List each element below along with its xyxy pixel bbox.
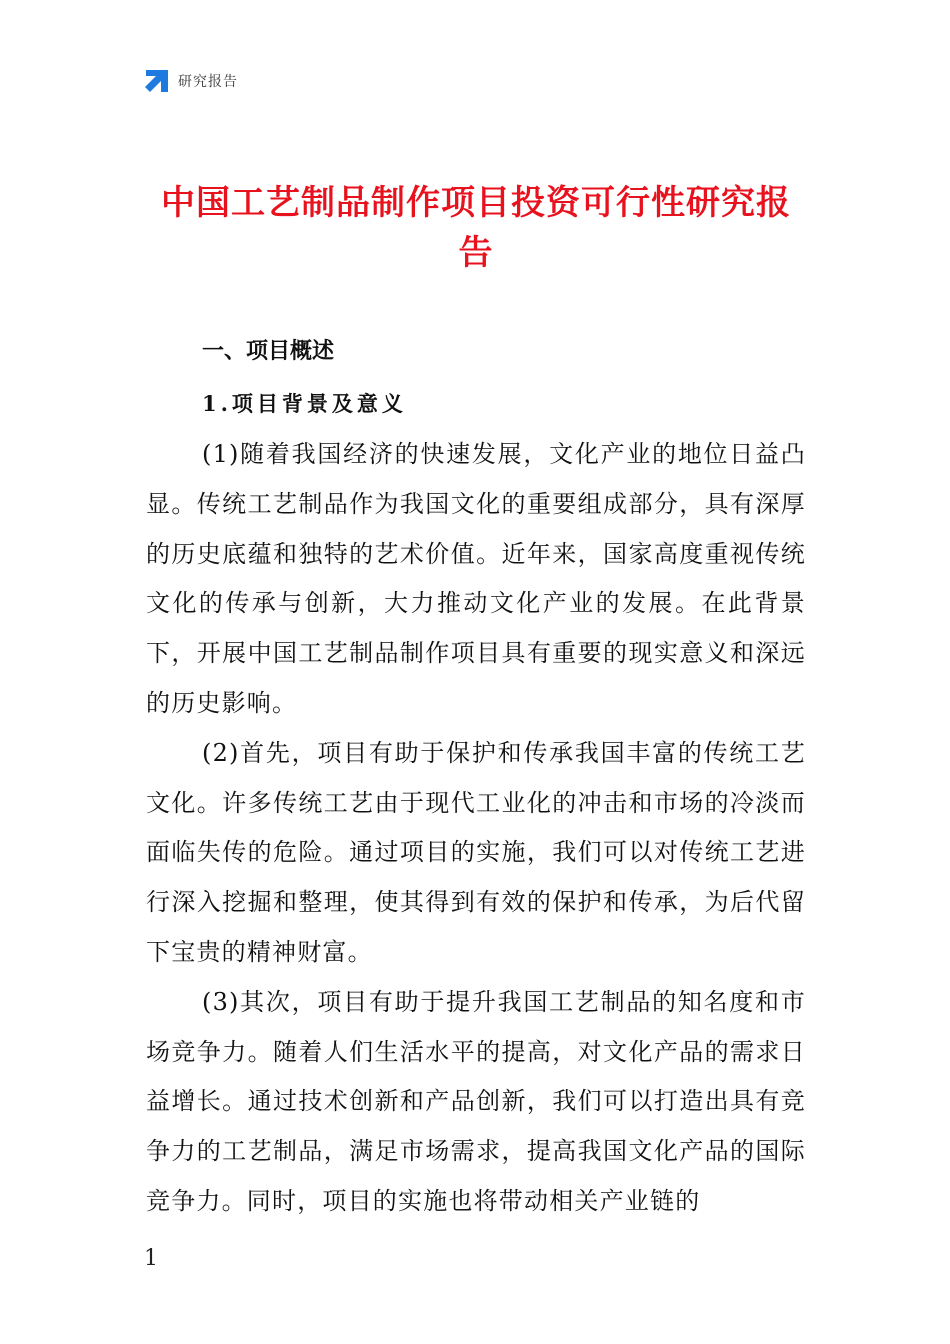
- paragraph-1: (1)随着我国经济的快速发展，文化产业的地位日益凸显。传统工艺制品作为我国文化的重要组成部分，具有深厚的历史底蕴和独特的艺术价值。近年来，国家高度重视传统文化的传承与创新，大力推动文化产业的发展。在此背景下，开展中国工艺制品制作项目具有重要的现实意义和深远的历史影响。: [146, 440, 806, 717]
- document-title: 中国工艺制品制作项目投资可行性研究报告: [161, 183, 791, 273]
- paragraph-3: (3)其次，项目有助于提升我国工艺制品的知名度和市场竞争力。随着人们生活水平的提高，对文化产品的需求日益增长。通过技术创新和产品创新，我们可以打造出具有竞争力的工艺制品，满足市场需求，提高我国文化产品的国际竞争力。同时，项目的实施也将带动相关产业链的: [146, 987, 806, 1215]
- paragraph-2: (2)首先，项目有助于保护和传承我国丰富的传统工艺文化。许多传统工艺由于现代工业化的冲击和市场的冷淡而面临失传的危险。通过项目的实施，我们可以对传统工艺进行深入挖掘和整理，使其得到有效的保护和传承，为后代留下宝贵的精神财富。: [146, 738, 806, 966]
- header-label: 研究报告: [178, 74, 238, 90]
- arrow-up-right-icon: [144, 68, 170, 94]
- document-body: [146, 330, 806, 1227]
- section-heading: 一、项目概述: [202, 339, 335, 364]
- subheading: 1.项目背景及意义: [202, 391, 407, 416]
- page-number: 1: [144, 1246, 158, 1271]
- page-header: [144, 66, 238, 96]
